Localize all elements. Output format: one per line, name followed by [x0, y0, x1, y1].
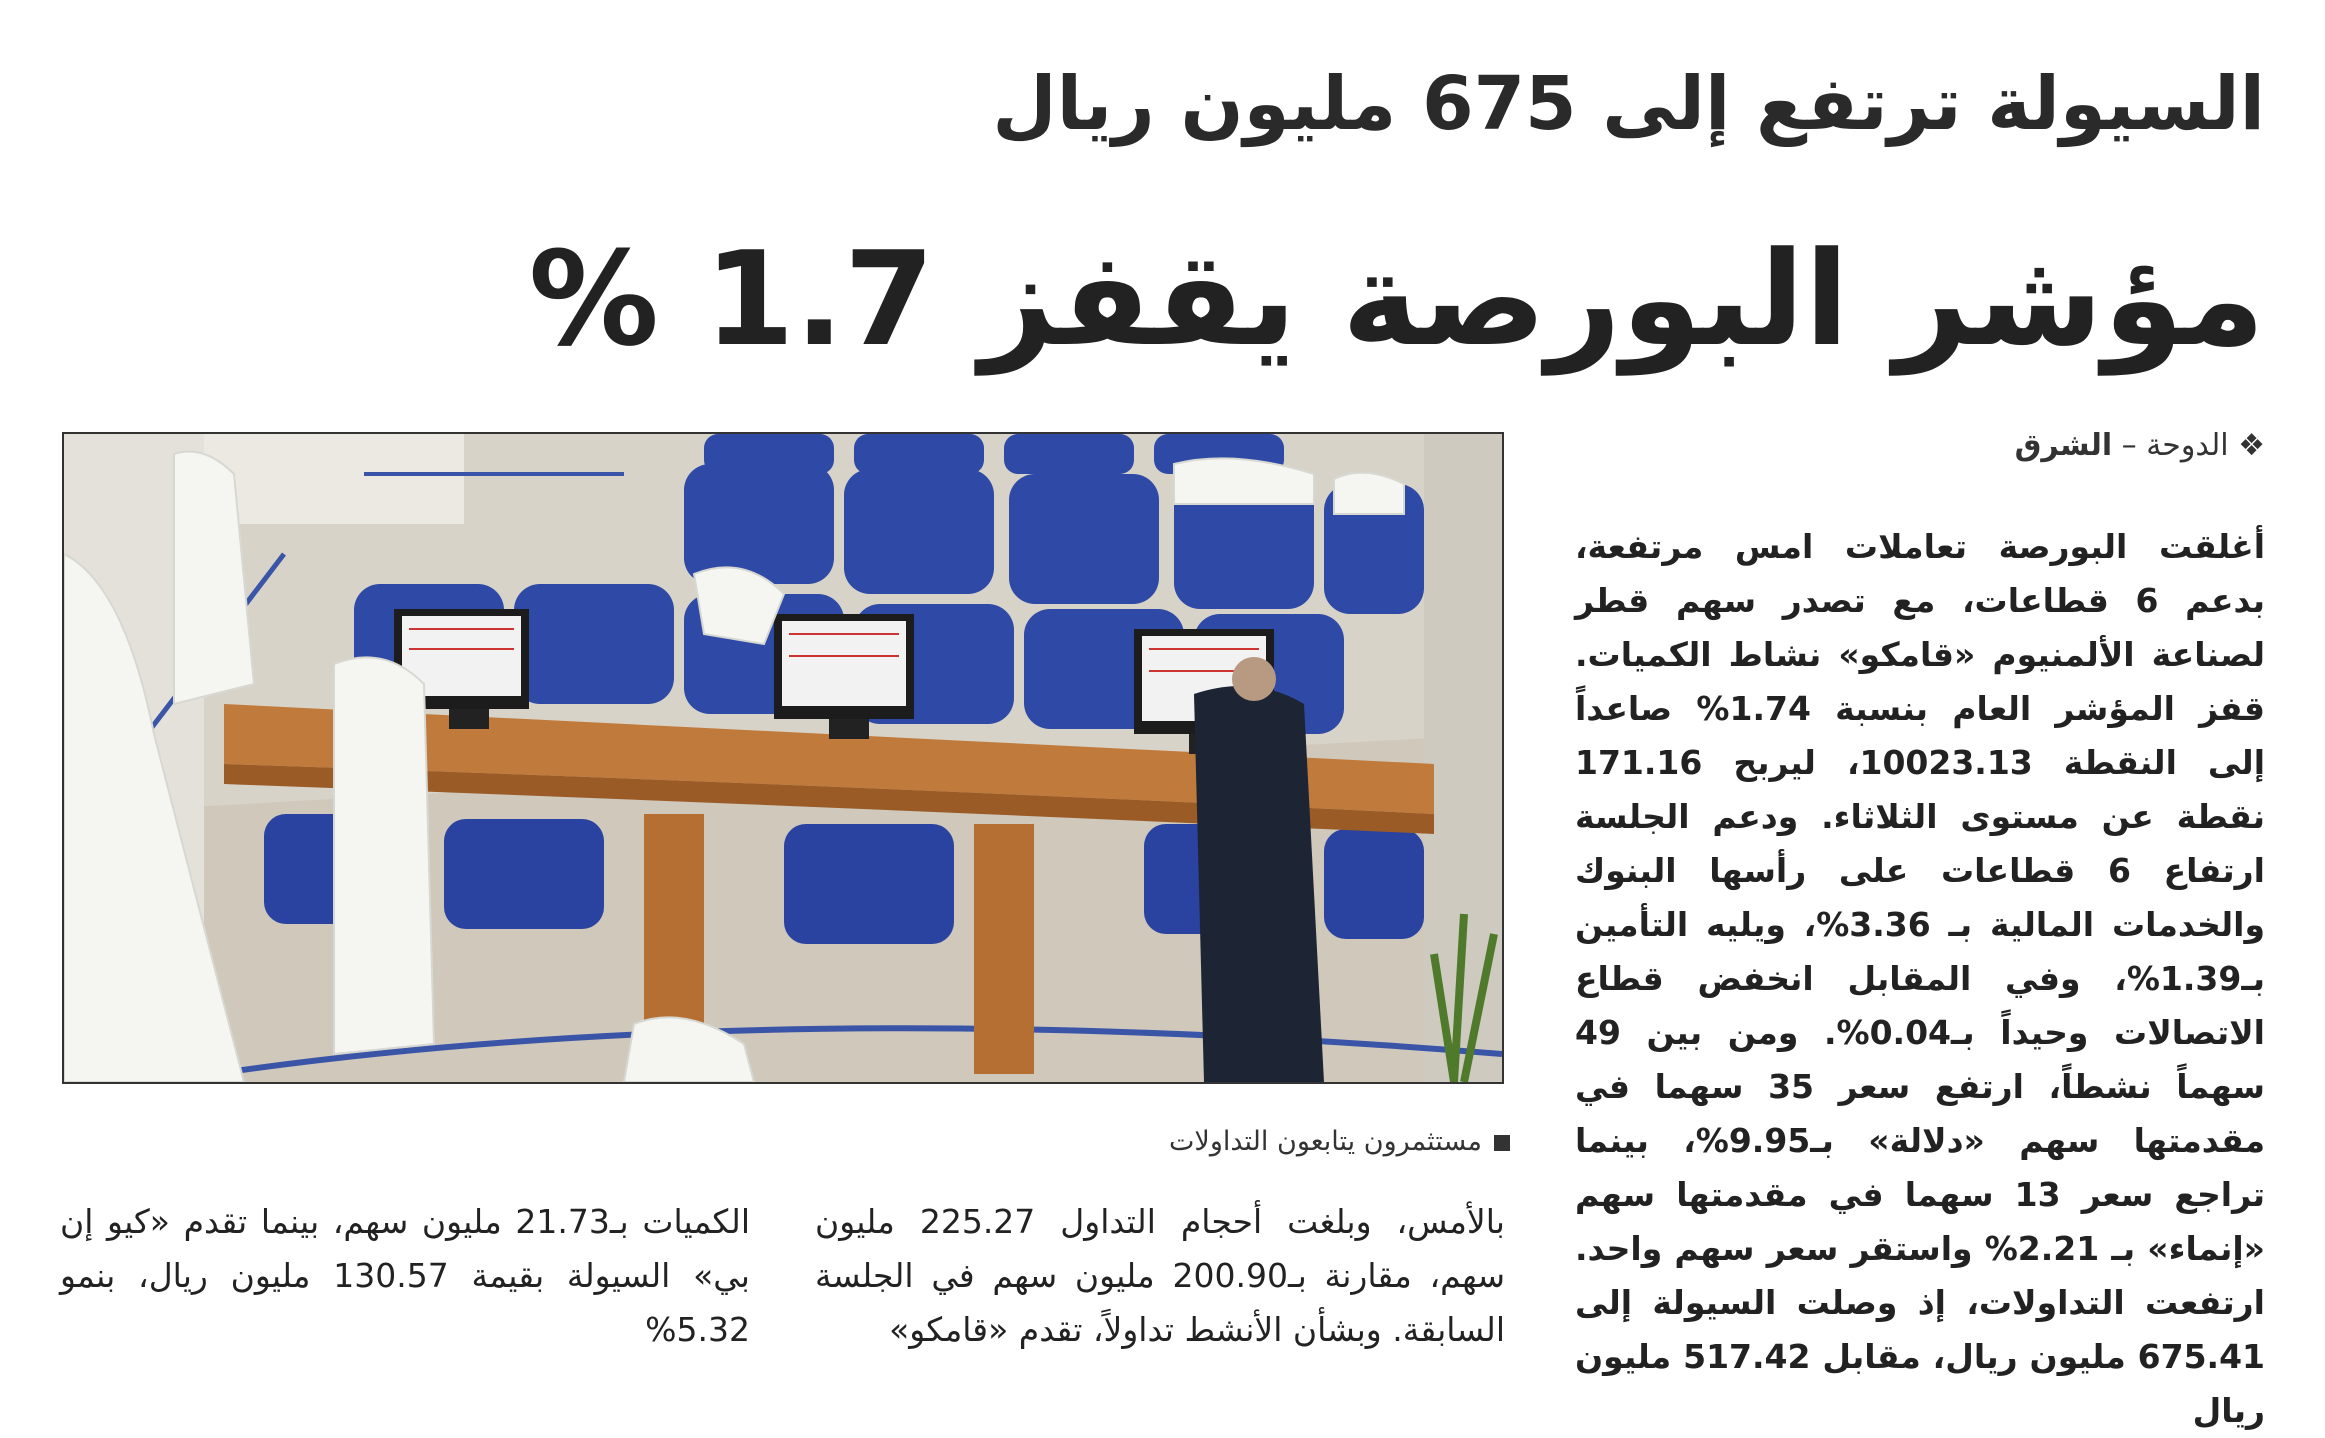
article-headline: مؤشر البورصة يقفز 1.7 % [528, 223, 2265, 375]
photo-caption [1080, 1126, 1510, 1157]
dateline-separator: – [2112, 428, 2147, 463]
article-subheadline: السيولة ترتفع إلى 675 مليون ريال [992, 61, 2265, 147]
dateline [1565, 428, 2265, 463]
article-body-column-left: الكميات بـ21.73 مليون سهم، بينما تقدم «كيو إن بي» السيولة بقيمة 130.57 مليون ريال، بنمو 5.32% [60, 1202, 750, 1349]
article-body-column-middle: بالأمس، وبلغت أحجام التداول 225.27 مليون سهم، مقارنة بـ200.90 مليون سهم في الجلسة السابقة. وبشأن الأنشط تداولاً، تقدم «قامكو» [815, 1202, 1505, 1349]
article-body-column-right: أغلقت البورصة تعاملات امس مرتفعة، بدعم 6 قطاعات، مع تصدر سهم قطر لصناعة الألمنيوم «قامكو» نشاط الكميات. قفز المؤشر العام بنسبة 1.74% صاعداً إلى النقطة 10023.13، ليربح 171.16 نقطة عن مستوى الثلاثاء. ودعم الجلسة ارتفاع 6 قطاعات على رأسها البنوك والخدمات المالية بـ 3.36%، ويليه التأمين بـ1.39%، وفي المقابل انخفض قطاع الاتصالات وحيداً بـ0.04%. ومن بين 49 سهماً نشطاً، ارتفع سعر 35 سهما في مقدمتها سهم «دلالة» بـ9.95%، بينما تراجع سعر 13 سهما في مقدمتها سهم «إنماء» بـ 2.21% واستقر سعر سهم واحد. ارتفعت التداولات، إذ وصلت السيولة إلى 675.41 مليون ريال، مقابل 517.42 مليون ريال [1575, 527, 2266, 1430]
dateline-source: الشرق [2014, 428, 2113, 463]
caption-square-icon [1494, 1135, 1510, 1151]
photo-caption-text: مستثمرون يتابعون التداولات [1169, 1126, 1482, 1157]
trading-floor-photo [64, 434, 1502, 1082]
dateline-bullet-icon: ❖ [2238, 428, 2265, 463]
article-photo [62, 432, 1504, 1084]
dateline-city: الدوحة [2146, 428, 2229, 463]
